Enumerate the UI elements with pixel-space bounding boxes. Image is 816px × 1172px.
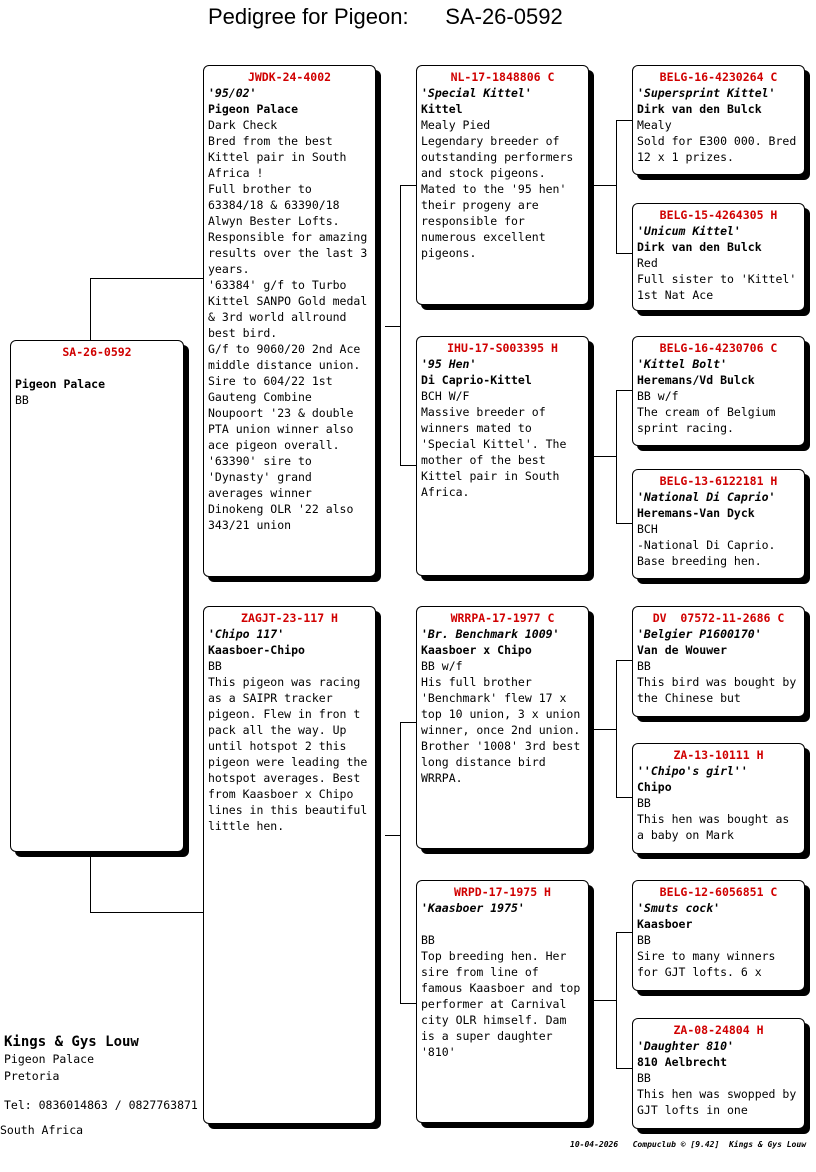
ring-number: ZA-13-10111 H <box>673 748 764 762</box>
description: -National Di Caprio. Base breeding hen. <box>637 538 783 568</box>
dam-sire-sire-card[interactable] <box>632 606 805 717</box>
ring-number: DV 07572-11-2686 C <box>652 611 785 625</box>
connector <box>400 185 417 186</box>
pigeon-name: 'Kaasboer 1975' <box>421 901 525 915</box>
color: BB <box>637 1071 651 1085</box>
ring-number: BELG-13-6122181 H <box>659 474 778 488</box>
pigeon-name: 'Smuts cock' <box>637 901 721 915</box>
ring-number: NL-17-1848806 C <box>450 70 555 84</box>
ring-number: WRRPA-17-1977 C <box>450 611 555 625</box>
connector <box>616 932 633 933</box>
breeder-tel: Tel: 0836014863 / 0827763871 <box>4 1098 198 1112</box>
description: Massive breeder of winners mated to 'Special Kittel'. The mother of the best Kittel pair in South Africa. <box>421 405 574 499</box>
dam-dam-dam-card[interactable] <box>632 1018 805 1129</box>
breeder-loft: Pigeon Palace <box>4 1052 95 1066</box>
connector <box>616 523 633 524</box>
breeder-city: Pretoria <box>4 1069 60 1083</box>
connector <box>590 729 616 730</box>
connector <box>616 120 617 253</box>
sire-sire-dam-card[interactable] <box>632 203 805 311</box>
connector <box>400 722 401 1003</box>
owner: Kaasboer x Chipo <box>421 643 532 657</box>
connector <box>90 912 204 913</box>
description: This hen was swopped by GJT lofts in one <box>637 1087 804 1117</box>
description: Sire to many winners for GJT lofts. 6 x <box>637 949 783 979</box>
sire-dam-dam-card[interactable] <box>632 469 805 579</box>
pigeon-name: 'Unicum Kittel' <box>637 224 741 238</box>
color: Red <box>637 256 658 270</box>
pigeon-name: 'Chipo 117' <box>208 627 285 641</box>
owner: Pigeon Palace <box>15 377 106 391</box>
connector <box>616 390 617 523</box>
color: BCH W/F <box>421 389 470 403</box>
color: Mealy Pied <box>421 118 491 132</box>
color: BB <box>208 659 222 673</box>
ring-number: SA-26-0592 <box>62 345 132 359</box>
connector <box>400 465 417 466</box>
owner: 810 Aelbrecht <box>637 1055 728 1069</box>
dam-sire-card[interactable] <box>416 606 589 849</box>
ring-number: BELG-12-6056851 C <box>659 885 778 899</box>
pigeon-name: '95/02' <box>208 86 257 100</box>
connector <box>590 185 616 186</box>
ring-number: JWDK-24-4002 <box>247 70 332 84</box>
description: Sold for E300 000. Bred 12 x 1 prizes. <box>637 134 804 164</box>
connector <box>616 797 633 798</box>
description: This hen was bought as a baby on Mark <box>637 812 797 842</box>
dam-dam-sire-card[interactable] <box>632 880 805 991</box>
pigeon-name: 'Br. Benchmark 1009' <box>421 627 560 641</box>
connector <box>385 326 401 327</box>
description: Legendary breeder of outstanding performers and stock pigeons. Mated to the '95 hen' their progeny are responsible for numerous excellent pigeons. <box>421 134 581 260</box>
ring-number: ZAGJT-23-117 H <box>241 611 338 625</box>
color: Mealy <box>637 118 672 132</box>
ring-number: IHU-17-S003395 H <box>447 341 558 355</box>
color: BB <box>637 659 651 673</box>
ring-number: BELG-16-4230264 C <box>659 70 778 84</box>
connector <box>616 660 633 661</box>
pigeon-name: 'Special Kittel' <box>421 86 532 100</box>
ring-number: ZA-08-24804 H <box>673 1023 764 1037</box>
ring-number: WRPD-17-1975 H <box>454 885 551 899</box>
breeder-name: Kings & Gys Louw <box>4 1034 139 1050</box>
owner: Heremans/Vd Bulck <box>637 373 755 387</box>
connector <box>616 1068 633 1069</box>
connector <box>616 390 633 391</box>
sire-dam-sire-card[interactable] <box>632 336 805 446</box>
sire-dam-card[interactable] <box>416 336 589 576</box>
connector <box>90 278 204 279</box>
footer: 10-04-2026 Compuclub © [9.42] Kings & Gys Louw <box>570 1140 807 1149</box>
description: Top breeding hen. Her sire from line of famous Kaasboer and top performer at Carnival city OLR himself. Dam is a super daughter '810' <box>421 949 588 1059</box>
pigeon-name: 'Belgier P1600170' <box>637 627 762 641</box>
owner: Di Caprio-Kittel <box>421 373 532 387</box>
sire-card[interactable] <box>203 65 376 577</box>
color: BB <box>637 933 651 947</box>
owner <box>421 916 584 932</box>
owner: Kaasboer <box>637 917 693 931</box>
pigeon-name: '95 Hen' <box>421 357 477 371</box>
color: BB w/f <box>421 659 463 673</box>
connector <box>616 660 617 797</box>
connector <box>590 1000 616 1001</box>
pigeon-name: ''Chipo's girl'' <box>637 764 748 778</box>
connector <box>616 932 617 1068</box>
dam-dam-card[interactable] <box>416 880 589 1123</box>
pigeon-name: 'Supersprint Kittel' <box>637 86 776 100</box>
ring-number: BELG-15-4264305 H <box>659 208 778 222</box>
dam-card[interactable] <box>203 606 376 1124</box>
description: This bird was bought by the Chinese but <box>637 675 804 705</box>
ring-number: BELG-16-4230706 C <box>659 341 778 355</box>
connector <box>400 722 417 723</box>
owner: Dirk van den Bulck <box>637 240 762 254</box>
description: Bred from the best Kittel pair in South Africa ! Full brother to 63384/18 & 63390/18 Alwyn Bester Lofts. Responsible for amazing results over the last 3 years. '63384' g/f to Turbo Kittel SANPO Gold medal & 3rd world allround best bird. G/f to 9060/20 2nd Ace middle distance union. Sire to 604/22 1st Gauteng Combine Noupoort '23 & double PTA union winner also ace pigeon overall. '63390' sire to 'Dynasty' grand averages winner Dinokeng OLR '22 also 343/21 union <box>208 134 368 532</box>
breeder-country: South Africa <box>0 1123 84 1137</box>
owner: Dirk van den Bulck <box>637 102 762 116</box>
pigeon-name: 'Daughter 810' <box>637 1039 734 1053</box>
color: BB <box>421 933 435 947</box>
connector <box>385 835 401 836</box>
connector <box>90 855 91 912</box>
description: The cream of Belgium sprint racing. <box>637 405 783 435</box>
connector <box>616 120 633 121</box>
dam-sire-dam-card[interactable] <box>632 743 805 854</box>
owner: Heremans-Van Dyck <box>637 506 755 520</box>
sire-sire-card[interactable] <box>416 65 589 305</box>
connector <box>400 185 401 465</box>
owner: Kittel <box>421 102 463 116</box>
subject-card[interactable] <box>10 340 184 852</box>
color: BB <box>15 393 29 407</box>
breeder-info <box>4 1034 198 1114</box>
owner: Van de Wouwer <box>637 643 728 657</box>
color: BCH <box>637 522 658 536</box>
page-title: Pedigree for Pigeon: SA-26-0592 <box>208 4 563 29</box>
description: His full brother 'Benchmark' flew 17 x top 10 union, 3 x union winner, once 2nd union. Brother '1008' 3rd best long distance bird WRRPA. <box>421 675 588 785</box>
sire-sire-sire-card[interactable] <box>632 65 805 175</box>
pigeon-name: 'National Di Caprio' <box>637 490 776 504</box>
pigeon-name: 'Kittel Bolt' <box>637 357 728 371</box>
connector <box>90 278 91 340</box>
connector <box>616 253 633 254</box>
color: Dark Check <box>208 118 278 132</box>
connector <box>400 1003 417 1004</box>
color: BB <box>637 796 651 810</box>
description: Full sister to 'Kittel' 1st Nat Ace <box>637 272 804 302</box>
description: This pigeon was racing as a SAIPR tracker pigeon. Flew in fron t pack all the way. Up until hotspot 2 this pigeon were leading the hotspot averages. Best from Kaasboer x Chipo lines in this beautiful little hen. <box>208 675 375 833</box>
color: BB w/f <box>637 389 679 403</box>
connector <box>590 456 616 457</box>
owner: Pigeon Palace <box>208 102 299 116</box>
owner: Kaasboer-Chipo <box>208 643 305 657</box>
owner: Chipo <box>637 780 672 794</box>
